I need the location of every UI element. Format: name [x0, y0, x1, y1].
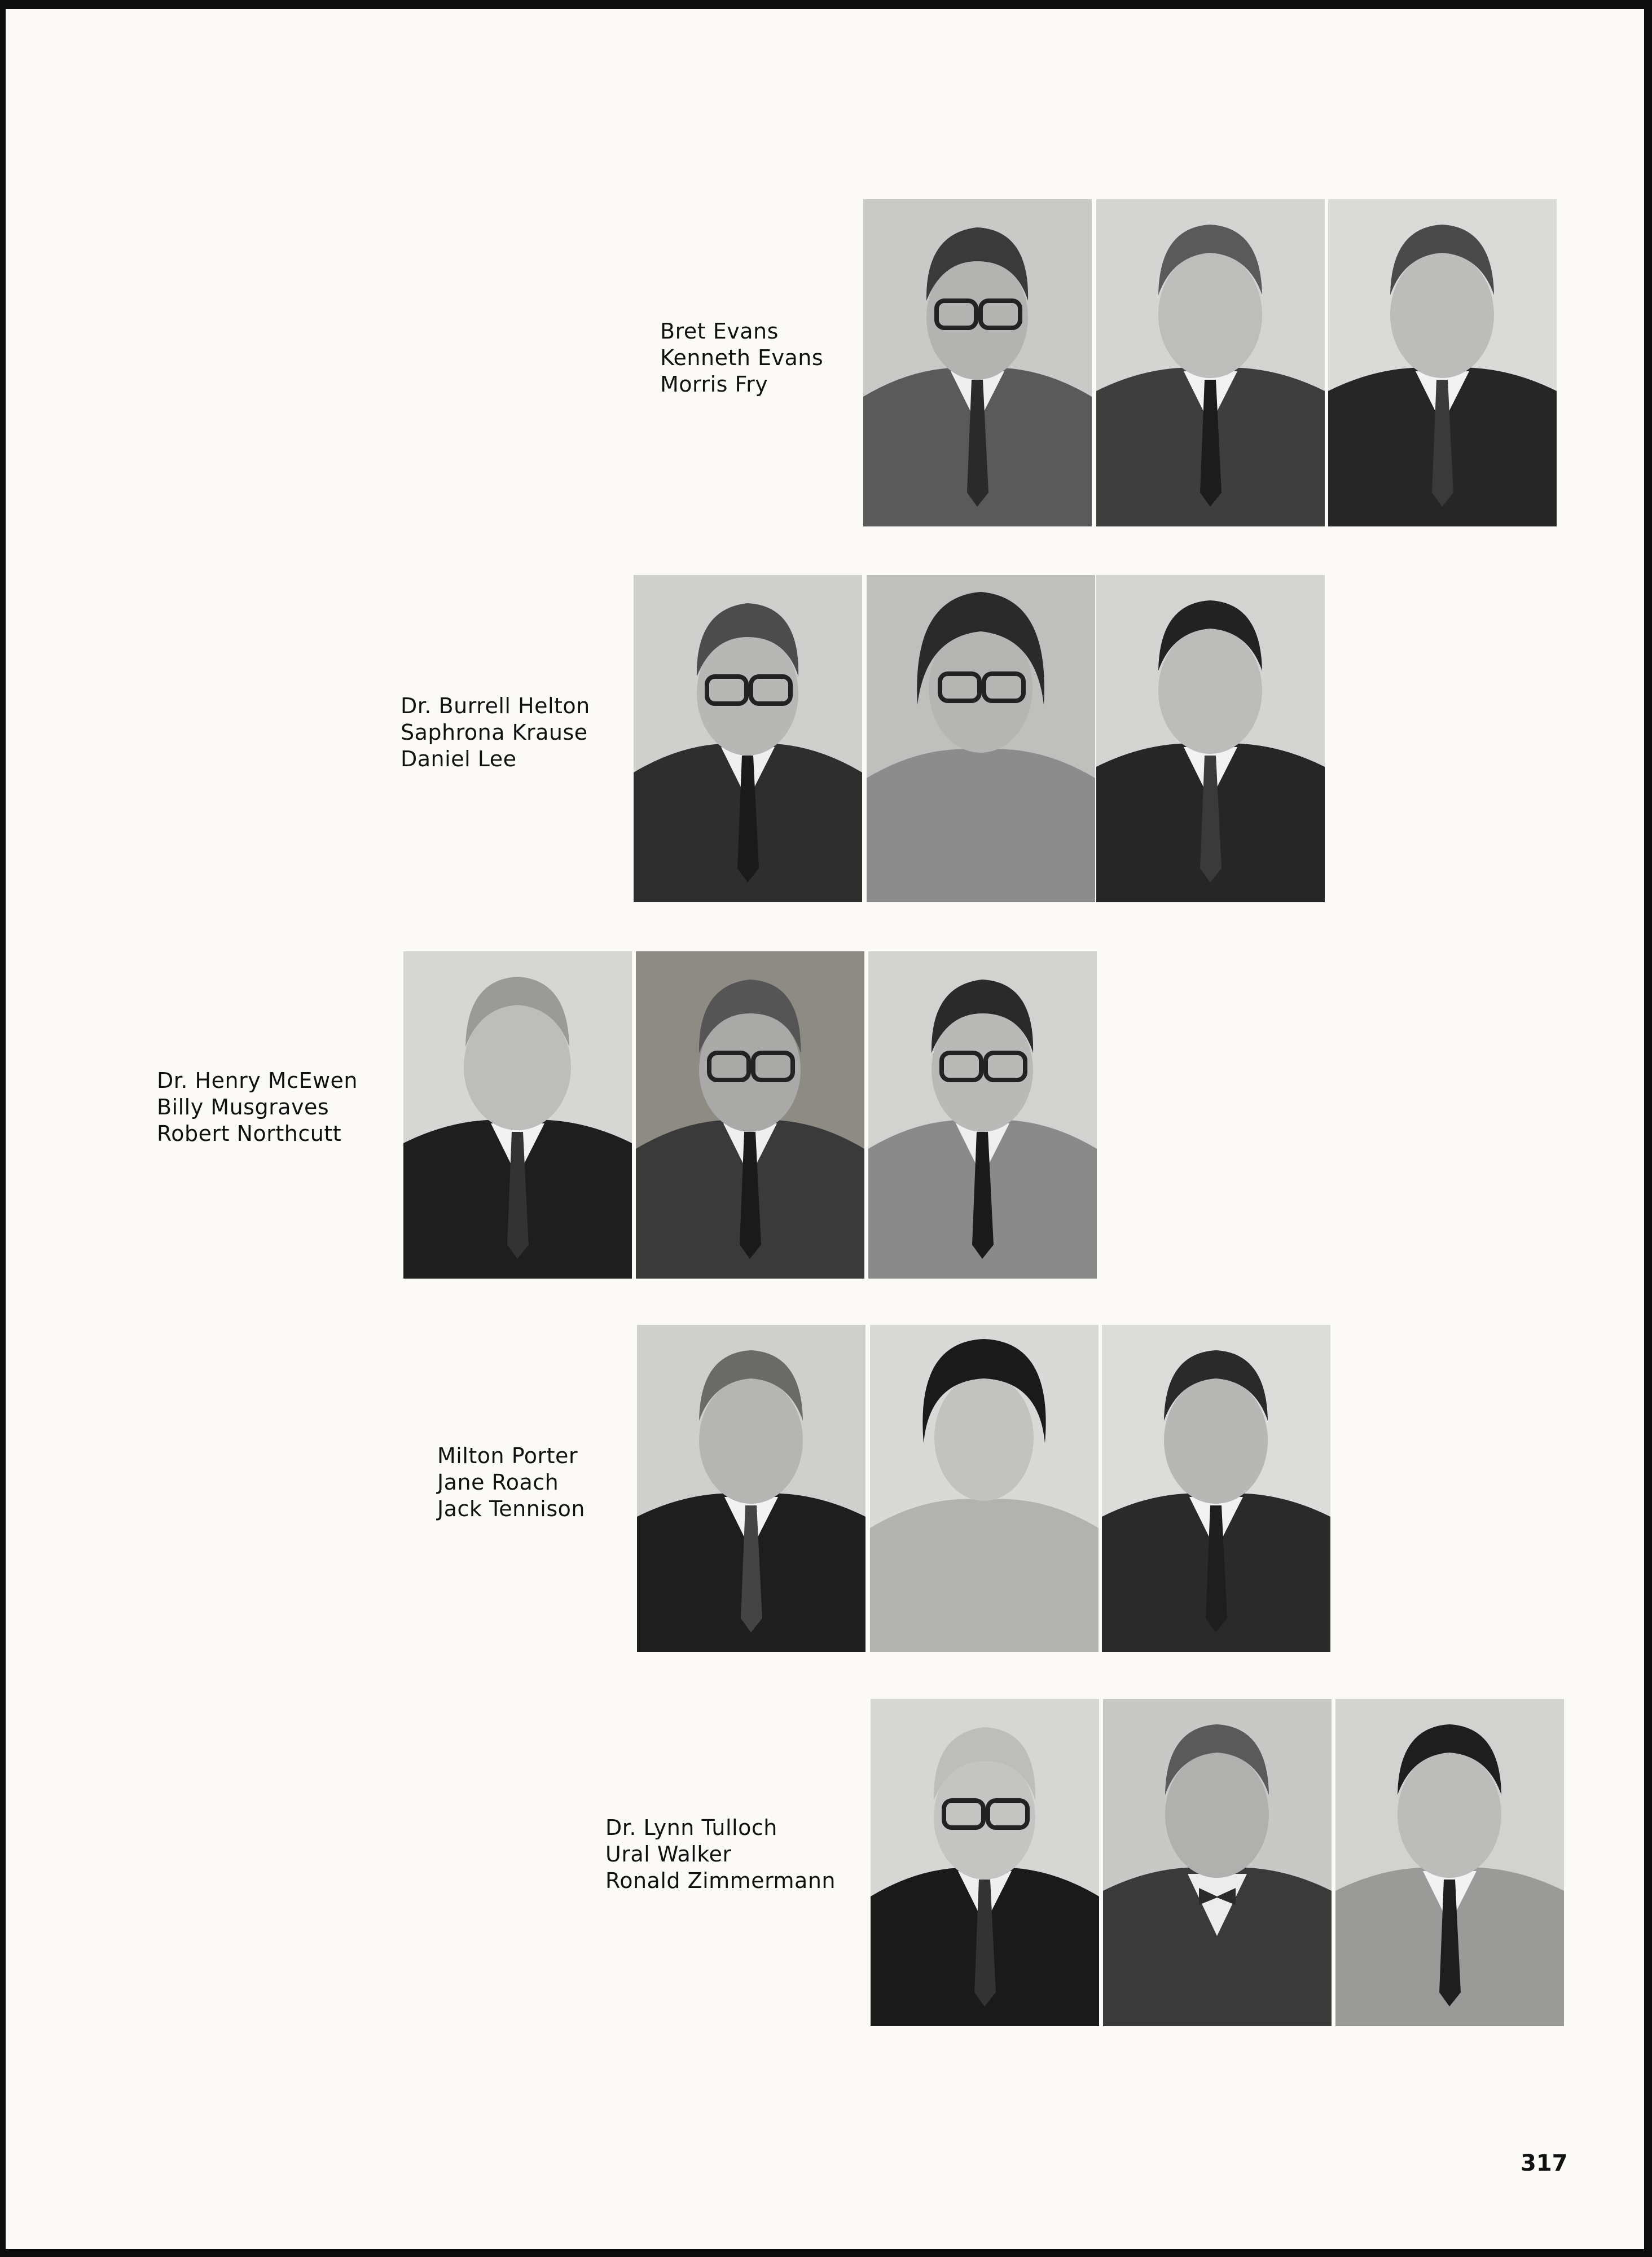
name-line: Robert Northcutt [157, 1121, 342, 1146]
portrait-photo [1096, 199, 1325, 526]
name-line: Morris Fry [660, 372, 768, 397]
portrait-photo [868, 951, 1097, 1279]
name-line: Dr. Burrell Helton [401, 693, 590, 718]
name-line: Ronald Zimmermann [605, 1868, 836, 1893]
name-caption-row-1 [660, 318, 823, 398]
page-number: 317 [1521, 2150, 1568, 2176]
portrait-photo [403, 951, 632, 1279]
name-caption-row-5 [605, 1815, 836, 1894]
portrait-photo [870, 1325, 1099, 1652]
name-line: Bret Evans [660, 319, 779, 344]
name-caption-row-2 [401, 693, 590, 772]
portrait-photo [1328, 199, 1557, 526]
yearbook-page [6, 9, 1644, 2249]
portrait-photo [637, 1325, 865, 1652]
portrait-photo [1335, 1699, 1564, 2026]
portrait-photo [1096, 575, 1325, 902]
name-line: Kenneth Evans [660, 345, 824, 370]
name-line: Dr. Lynn Tulloch [605, 1815, 777, 1840]
name-line: Dr. Henry McEwen [157, 1068, 358, 1093]
name-caption-row-3 [157, 1068, 358, 1147]
name-line: Jane Roach [437, 1470, 559, 1495]
name-line: Billy Musgraves [157, 1095, 329, 1119]
portrait-photo [1102, 1325, 1330, 1652]
portrait-photo [867, 575, 1095, 902]
name-line: Ural Walker [605, 1842, 732, 1867]
portrait-photo [636, 951, 864, 1279]
portrait-photo [871, 1699, 1099, 2026]
portrait-photo [1103, 1699, 1332, 2026]
portrait-photo [634, 575, 862, 902]
name-line: Milton Porter [437, 1443, 578, 1468]
portrait-photo [863, 199, 1092, 526]
name-line: Saphrona Krause [401, 720, 588, 745]
name-line: Daniel Lee [401, 747, 517, 771]
name-line: Jack Tennison [437, 1496, 585, 1521]
name-caption-row-4 [437, 1443, 585, 1522]
